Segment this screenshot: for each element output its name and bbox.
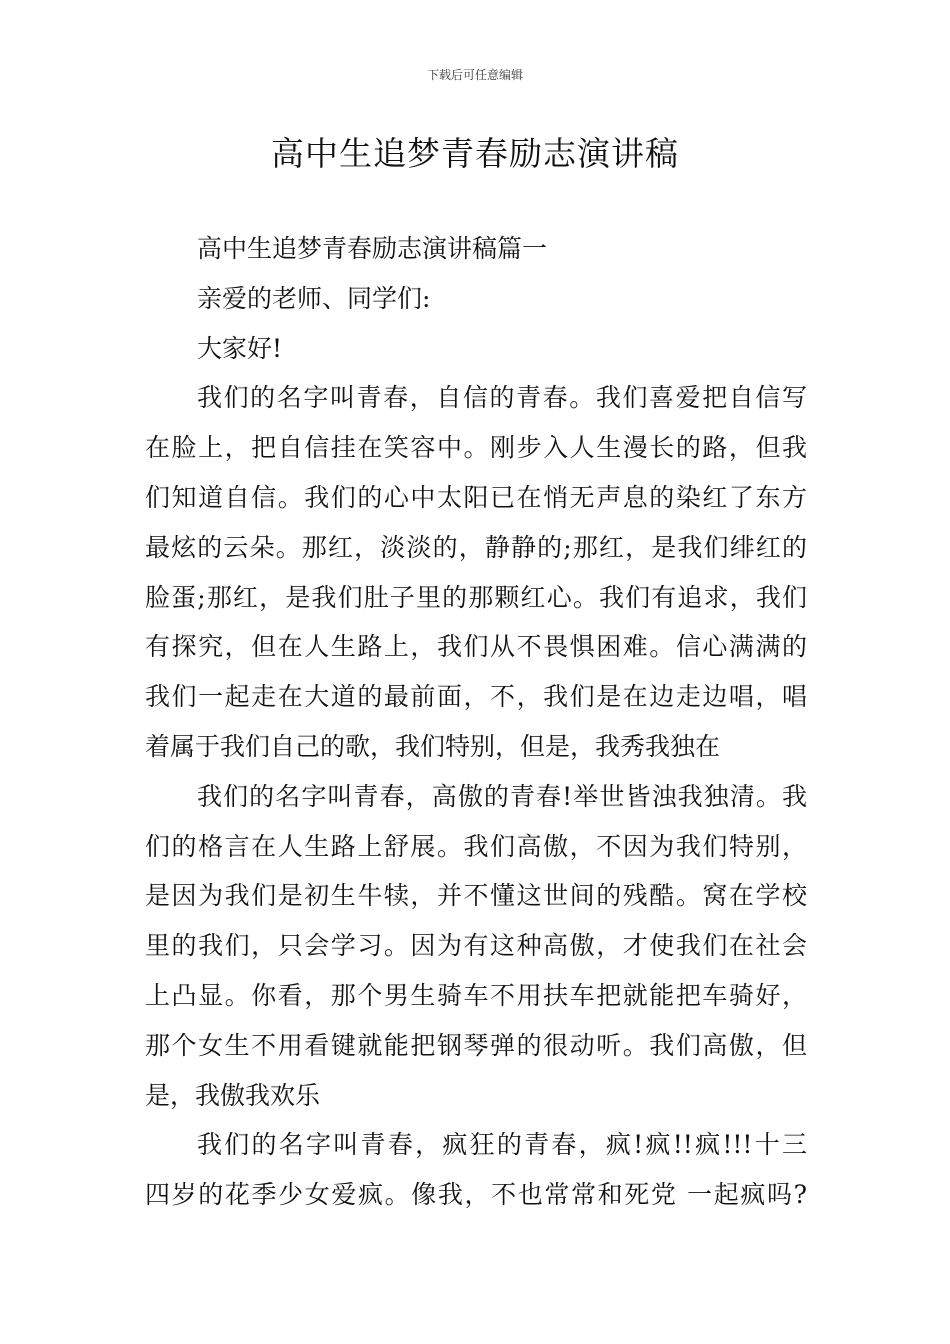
text-line: 们知道自信。我们的心中太阳已在悄无声息的染红了东方: [145, 482, 807, 512]
text-line: 我们的名字叫青春，自信的青春。我们喜爱把自信写: [197, 383, 807, 413]
text-line: 有探究，但在人生路上，我们从不畏惧困难。信心满满的: [145, 632, 807, 662]
text-line: 着属于我们自己的歌，我们特别，但是，我秀我独在: [145, 731, 721, 761]
document-body: [145, 224, 807, 1220]
text-line: 上凸显。你看，那个男生骑车不用扶车把就能把车骑好，: [145, 980, 807, 1010]
text-line: 里的我们，只会学习。因为有这种高傲，才使我们在社会: [145, 931, 807, 961]
text-line: 是，我傲我欢乐: [145, 1080, 321, 1110]
text-line: 那个女生不用看键就能把钢琴弹的很动听。我们高傲，但: [145, 1030, 807, 1060]
text-line: 们的格言在人生路上舒展。我们高傲，不因为我们特别，: [145, 831, 807, 861]
text-line: 是因为我们是初生牛犊，并不懂这世间的残酷。窝在学校: [145, 881, 807, 911]
text-line: 四岁的花季少女爱疯。像我，不也常常和死党 一起疯吗?: [145, 1180, 807, 1210]
text-line: 大家好!: [197, 333, 283, 363]
text-line: 我们一起走在大道的最前面，不，我们是在边走边唱，唱: [145, 682, 807, 712]
document-title: 高中生追梦青春励志演讲稿: [271, 134, 679, 173]
text-line: 我们的名字叫青春，高傲的青春!举世皆浊我独清。我: [197, 781, 807, 811]
text-line: 在脸上，把自信挂在笑容中。刚步入人生漫长的路，但我: [145, 433, 807, 463]
text-line: 脸蛋;那红，是我们肚子里的那颗红心。我们有追求，我们: [145, 582, 807, 612]
header-note: 下载后可任意编辑: [426, 68, 523, 82]
text-line: 高中生追梦青春励志演讲稿篇一: [197, 234, 548, 263]
text-line: 最炫的云朵。那红，淡淡的，静静的;那红，是我们绯红的: [145, 532, 807, 562]
text-line: 我们的名字叫青春，疯狂的青春，疯!疯!!疯!!!十三: [197, 1130, 807, 1160]
text-line: 亲爱的老师、同学们:: [197, 283, 431, 313]
